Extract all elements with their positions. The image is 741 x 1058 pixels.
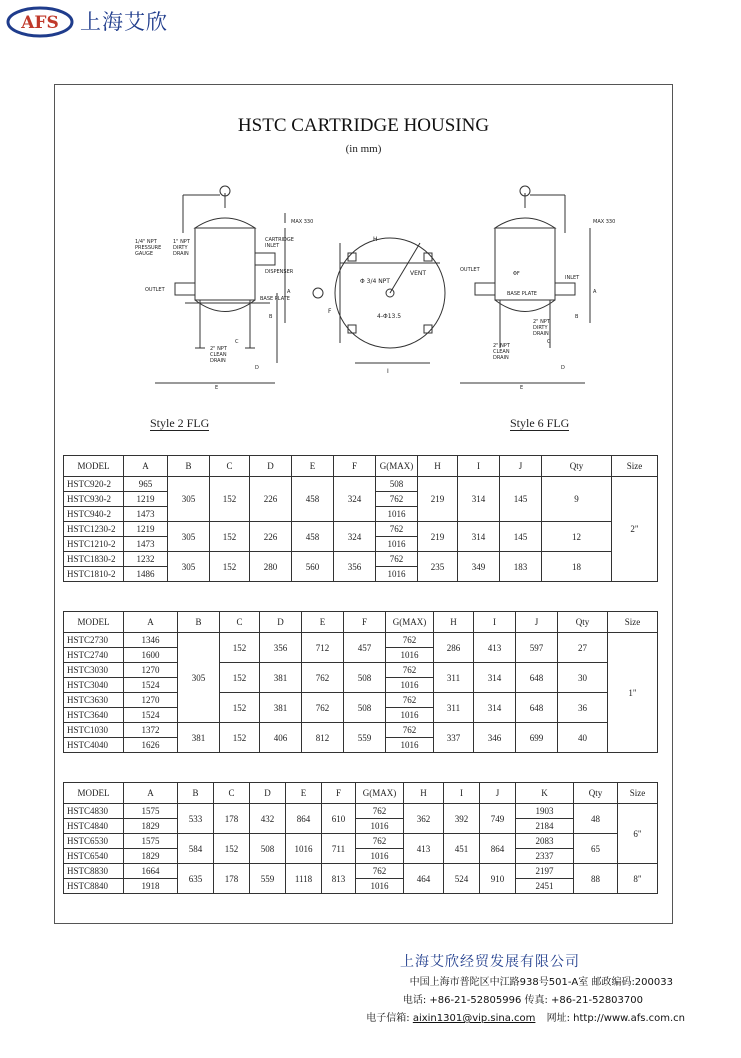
style-6-flg-label: Style 6 FLG xyxy=(510,416,570,430)
a-cell: 1829 xyxy=(124,849,178,864)
header-cell: D xyxy=(250,456,292,477)
size-cell: 2" xyxy=(612,477,658,582)
a-cell: 1270 xyxy=(124,693,178,708)
header-cell: F xyxy=(334,456,376,477)
a-cell: 1600 xyxy=(124,648,178,663)
a-cell: 1575 xyxy=(124,834,178,849)
i-cell: 346 xyxy=(474,723,516,753)
header-cell: E xyxy=(302,612,344,633)
label-c: C xyxy=(235,339,239,345)
g-cell: 1016 xyxy=(386,678,434,693)
k-cell: 2337 xyxy=(516,849,574,864)
header-cell: G(MAX) xyxy=(376,456,418,477)
model-cell: HSTC6530 xyxy=(64,834,124,849)
label-i: I xyxy=(387,368,389,375)
a-cell: 1626 xyxy=(124,738,178,753)
h-cell: 311 xyxy=(434,693,474,723)
i-cell: 314 xyxy=(458,477,500,522)
header-cell: G(MAX) xyxy=(386,612,434,633)
a-cell: 1575 xyxy=(124,804,178,819)
model-cell: HSTC1030 xyxy=(64,723,124,738)
label-a: A xyxy=(287,289,291,295)
e-cell: 1118 xyxy=(286,864,322,894)
header-cell: A xyxy=(124,612,178,633)
e-cell: 458 xyxy=(292,522,334,552)
a-cell: 1524 xyxy=(124,708,178,723)
i-cell: 451 xyxy=(444,834,480,864)
g-cell: 762 xyxy=(376,552,418,567)
d-cell: 406 xyxy=(260,723,302,753)
j-cell: 145 xyxy=(500,477,542,522)
e-cell: 762 xyxy=(302,663,344,693)
j-cell: 910 xyxy=(480,864,516,894)
label-dispenser: DISPENSER xyxy=(265,269,294,275)
label-d: D xyxy=(255,365,259,371)
model-cell: HSTC920-2 xyxy=(64,477,124,492)
brand-name: 上海艾欣 xyxy=(80,10,168,34)
g-cell: 762 xyxy=(356,834,404,849)
j-cell: 648 xyxy=(516,693,558,723)
model-cell: HSTC8840 xyxy=(64,879,124,894)
model-cell: HSTC4840 xyxy=(64,819,124,834)
header-cell: J xyxy=(500,456,542,477)
i-cell: 524 xyxy=(444,864,480,894)
c-cell: 152 xyxy=(214,834,250,864)
label-r-c: C xyxy=(547,339,551,345)
header-cell: J xyxy=(516,612,558,633)
size-cell: 6" xyxy=(618,804,658,864)
document-title: HSTC CARTRIDGE HOUSING xyxy=(237,115,490,136)
header-cell: D xyxy=(250,783,286,804)
footer-contact xyxy=(0,1009,741,1024)
h-cell: 219 xyxy=(418,522,458,552)
d-cell: 508 xyxy=(250,834,286,864)
header-cell: C xyxy=(210,456,250,477)
label-dirty-npt: 1" NPT xyxy=(173,239,190,245)
label-gauge-npt: 1/4" NPT xyxy=(135,239,157,245)
i-cell: 392 xyxy=(444,804,480,834)
label-r-dirty-drain: DRAIN xyxy=(533,331,549,337)
model-cell: HSTC3640 xyxy=(64,708,124,723)
label-f: F xyxy=(328,308,332,315)
g-cell: 762 xyxy=(386,633,434,648)
d-cell: 356 xyxy=(260,633,302,663)
model-cell: HSTC1830-2 xyxy=(64,552,124,567)
model-cell: HSTC3040 xyxy=(64,678,124,693)
a-cell: 1219 xyxy=(124,522,168,537)
label-r-inlet: INLET xyxy=(565,275,580,281)
footer-company: 上海艾欣经贸发展有限公司 xyxy=(400,954,580,970)
header-cell: B xyxy=(178,783,214,804)
header-cell: I xyxy=(458,456,500,477)
f-cell: 508 xyxy=(344,663,386,693)
h-cell: 413 xyxy=(404,834,444,864)
table-header-row xyxy=(64,612,658,633)
g-cell: 762 xyxy=(376,522,418,537)
b-cell: 305 xyxy=(168,477,210,522)
model-cell: HSTC1230-2 xyxy=(64,522,124,537)
header-cell: C xyxy=(220,612,260,633)
i-cell: 314 xyxy=(474,663,516,693)
i-cell: 413 xyxy=(474,633,516,663)
label-base-plate: BASE PLATE xyxy=(260,296,290,302)
g-cell: 1016 xyxy=(356,879,404,894)
header-cell: Size xyxy=(618,783,658,804)
d-cell: 432 xyxy=(250,804,286,834)
b-cell: 305 xyxy=(168,522,210,552)
a-cell: 1664 xyxy=(124,864,178,879)
b-cell: 381 xyxy=(178,723,220,753)
label-npt: Φ 3/4 NPT xyxy=(360,278,390,285)
website-link[interactable]: 网址: http://www.afs.com.cn xyxy=(546,1013,685,1024)
g-cell: 1016 xyxy=(376,567,418,582)
table-row xyxy=(64,633,658,648)
c-cell: 178 xyxy=(214,864,250,894)
label-gauge: GAUGE xyxy=(135,251,153,257)
c-cell: 152 xyxy=(220,693,260,723)
header-cell: Qty xyxy=(558,612,608,633)
table-row xyxy=(64,477,658,492)
header-cell: E xyxy=(292,456,334,477)
label-r-dirty-npt: 2" NPT xyxy=(533,319,550,325)
h-cell: 311 xyxy=(434,663,474,693)
table-row xyxy=(64,864,658,879)
i-cell: 314 xyxy=(474,693,516,723)
document-subtitle: (in mm) xyxy=(345,143,382,155)
email-label: 电子信箱: xyxy=(366,1013,410,1024)
table-row xyxy=(64,522,658,537)
g-cell: 1016 xyxy=(356,849,404,864)
e-cell: 458 xyxy=(292,477,334,522)
qty-cell: 27 xyxy=(558,633,608,663)
table-row xyxy=(64,663,658,678)
header-cell: H xyxy=(418,456,458,477)
i-cell: 314 xyxy=(458,522,500,552)
label-r-d: D xyxy=(561,365,565,371)
j-cell: 864 xyxy=(480,834,516,864)
table-row xyxy=(64,834,658,849)
f-cell: 813 xyxy=(322,864,356,894)
a-cell: 1524 xyxy=(124,678,178,693)
table-row xyxy=(64,819,658,834)
b-cell: 533 xyxy=(178,804,214,834)
k-cell: 1903 xyxy=(516,804,574,819)
header-cell: Qty xyxy=(542,456,612,477)
model-cell: HSTC1810-2 xyxy=(64,567,124,582)
f-cell: 457 xyxy=(344,633,386,663)
label-clean-npt: 2" NPT xyxy=(210,346,227,352)
g-cell: 1016 xyxy=(376,507,418,522)
header-cell: MODEL xyxy=(64,783,124,804)
spec-table-1 xyxy=(63,455,658,582)
label-r-b: B xyxy=(575,314,579,320)
e-cell: 1016 xyxy=(286,834,322,864)
header-cell: A xyxy=(124,456,168,477)
header-cell: B xyxy=(168,456,210,477)
j-cell: 749 xyxy=(480,804,516,834)
h-cell: 362 xyxy=(404,804,444,834)
qty-cell: 65 xyxy=(574,834,618,864)
label-r-a: A xyxy=(593,289,597,295)
qty-cell: 9 xyxy=(542,477,612,522)
label-b: B xyxy=(269,314,273,320)
a-cell: 1473 xyxy=(124,507,168,522)
table-row xyxy=(64,723,658,738)
h-cell: 464 xyxy=(404,864,444,894)
middle-top-view-drawing xyxy=(313,238,445,363)
d-cell: 381 xyxy=(260,663,302,693)
afs-logo xyxy=(6,6,74,38)
label-clean-drain: DRAIN xyxy=(210,358,226,364)
header-cell: I xyxy=(444,783,480,804)
header-cell: A xyxy=(124,783,178,804)
f-cell: 356 xyxy=(334,552,376,582)
c-cell: 152 xyxy=(210,522,250,552)
right-drawing-labels xyxy=(460,219,615,391)
b-cell: 584 xyxy=(178,834,214,864)
e-cell: 762 xyxy=(302,693,344,723)
c-cell: 152 xyxy=(210,552,250,582)
spec-table-2 xyxy=(63,611,658,753)
a-cell: 1219 xyxy=(124,492,168,507)
a-cell: 1829 xyxy=(124,819,178,834)
label-r-clean-drain: DRAIN xyxy=(493,355,509,361)
a-cell: 1372 xyxy=(124,723,178,738)
table-row xyxy=(64,849,658,864)
qty-cell: 30 xyxy=(558,663,608,693)
f-cell: 508 xyxy=(344,693,386,723)
b-cell: 635 xyxy=(178,864,214,894)
header-cell: F xyxy=(322,783,356,804)
g-cell: 1016 xyxy=(386,738,434,753)
header-cell: J xyxy=(480,783,516,804)
email-link[interactable]: aixin1301@vip.sina.com xyxy=(412,1013,536,1024)
label-r-max: MAX 330 xyxy=(593,219,615,225)
label-r-f: ΦF xyxy=(513,271,520,277)
header-cell: I xyxy=(474,612,516,633)
header-cell: MODEL xyxy=(64,612,124,633)
footer-phone: 电话: +86-21-52805996 传真: +86-21-52803700 xyxy=(402,995,643,1006)
c-cell: 152 xyxy=(210,477,250,522)
qty-cell: 36 xyxy=(558,693,608,723)
model-cell: HSTC3030 xyxy=(64,663,124,678)
model-cell: HSTC930-2 xyxy=(64,492,124,507)
f-cell: 559 xyxy=(344,723,386,753)
size-cell: 8" xyxy=(618,864,658,894)
right-housing-drawing xyxy=(460,186,590,383)
d-cell: 226 xyxy=(250,522,292,552)
header-cell: Qty xyxy=(574,783,618,804)
a-cell: 965 xyxy=(124,477,168,492)
d-cell: 280 xyxy=(250,552,292,582)
f-cell: 711 xyxy=(322,834,356,864)
label-r-e: E xyxy=(520,385,524,391)
c-cell: 152 xyxy=(220,723,260,753)
g-cell: 1016 xyxy=(356,819,404,834)
label-clean: CLEAN xyxy=(210,352,227,358)
a-cell: 1232 xyxy=(124,552,168,567)
d-cell: 226 xyxy=(250,477,292,522)
logo-text: AFS xyxy=(21,13,59,33)
table-header-row xyxy=(64,783,658,804)
b-cell: 305 xyxy=(168,552,210,582)
g-cell: 508 xyxy=(376,477,418,492)
h-cell: 235 xyxy=(418,552,458,582)
j-cell: 648 xyxy=(516,663,558,693)
label-cartridge: CARTRIDGE xyxy=(265,237,294,243)
c-cell: 178 xyxy=(214,804,250,834)
qty-cell: 40 xyxy=(558,723,608,753)
table-row xyxy=(64,879,658,894)
model-cell: HSTC2740 xyxy=(64,648,124,663)
f-cell: 324 xyxy=(334,522,376,552)
k-cell: 2184 xyxy=(516,819,574,834)
label-max: MAX 330 xyxy=(291,219,314,225)
g-cell: 1016 xyxy=(386,708,434,723)
model-cell: HSTC8830 xyxy=(64,864,124,879)
qty-cell: 12 xyxy=(542,522,612,552)
spec-sheet xyxy=(54,84,673,924)
h-cell: 219 xyxy=(418,477,458,522)
d-cell: 381 xyxy=(260,693,302,723)
g-cell: 762 xyxy=(356,864,404,879)
header-cell: Size xyxy=(612,456,658,477)
label-r-clean: CLEAN xyxy=(493,349,510,355)
label-h: H xyxy=(373,236,378,243)
e-cell: 812 xyxy=(302,723,344,753)
qty-cell: 88 xyxy=(574,864,618,894)
g-cell: 762 xyxy=(386,723,434,738)
k-cell: 2197 xyxy=(516,864,574,879)
g-cell: 1016 xyxy=(376,537,418,552)
label-e: E xyxy=(215,385,219,391)
left-drawing-labels xyxy=(135,219,313,391)
model-cell: HSTC4040 xyxy=(64,738,124,753)
model-cell: HSTC6540 xyxy=(64,849,124,864)
a-cell: 1918 xyxy=(124,879,178,894)
qty-cell: 48 xyxy=(574,804,618,834)
a-cell: 1270 xyxy=(124,663,178,678)
label-r-clean-npt: 2" NPT xyxy=(493,343,510,349)
label-dirty: DIRTY xyxy=(173,245,188,251)
f-cell: 610 xyxy=(322,804,356,834)
c-cell: 152 xyxy=(220,633,260,663)
model-cell: HSTC3630 xyxy=(64,693,124,708)
header-cell: E xyxy=(286,783,322,804)
g-cell: 762 xyxy=(376,492,418,507)
header-cell: MODEL xyxy=(64,456,124,477)
e-cell: 560 xyxy=(292,552,334,582)
k-cell: 2451 xyxy=(516,879,574,894)
style-2-flg-label: Style 2 FLG xyxy=(150,416,210,430)
d-cell: 559 xyxy=(250,864,286,894)
j-cell: 699 xyxy=(516,723,558,753)
g-cell: 762 xyxy=(386,663,434,678)
size-cell: 1" xyxy=(608,633,658,753)
model-cell: HSTC1210-2 xyxy=(64,537,124,552)
h-cell: 286 xyxy=(434,633,474,663)
model-cell: HSTC4830 xyxy=(64,804,124,819)
b-cell: 305 xyxy=(178,633,220,723)
g-cell: 762 xyxy=(386,693,434,708)
a-cell: 1486 xyxy=(124,567,168,582)
label-outlet: OUTLET xyxy=(145,287,165,293)
label-r-dirty: DIRTY xyxy=(533,325,548,331)
h-cell: 337 xyxy=(434,723,474,753)
j-cell: 597 xyxy=(516,633,558,663)
f-cell: 324 xyxy=(334,477,376,522)
table-header-row xyxy=(64,456,658,477)
k-cell: 2083 xyxy=(516,834,574,849)
label-r-base-plate: BASE PLATE xyxy=(507,291,537,297)
header-cell: C xyxy=(214,783,250,804)
header-cell: K xyxy=(516,783,574,804)
table-row xyxy=(64,804,658,819)
j-cell: 145 xyxy=(500,522,542,552)
label-inlet: INLET xyxy=(265,243,280,249)
header-cell: H xyxy=(404,783,444,804)
j-cell: 183 xyxy=(500,552,542,582)
label-drain: DRAIN xyxy=(173,251,189,257)
label-r-outlet: OUTLET xyxy=(460,267,480,273)
footer-address: 中国上海市普陀区中江路938号501-A室 邮政编码:200033 xyxy=(409,977,673,988)
a-cell: 1346 xyxy=(124,633,178,648)
technical-drawings xyxy=(115,183,615,423)
qty-cell: 18 xyxy=(542,552,612,582)
label-bolt-holes: 4-Φ13.5 xyxy=(377,313,402,320)
header-cell: F xyxy=(344,612,386,633)
c-cell: 152 xyxy=(220,663,260,693)
header-cell: H xyxy=(434,612,474,633)
table-row xyxy=(64,693,658,708)
header-cell: D xyxy=(260,612,302,633)
label-vent: VENT xyxy=(410,270,427,277)
spec-table-3 xyxy=(63,782,658,894)
i-cell: 349 xyxy=(458,552,500,582)
model-cell: HSTC2730 xyxy=(64,633,124,648)
header-cell: B xyxy=(178,612,220,633)
g-cell: 1016 xyxy=(386,648,434,663)
g-cell: 762 xyxy=(356,804,404,819)
e-cell: 864 xyxy=(286,804,322,834)
header-cell: Size xyxy=(608,612,658,633)
table-row xyxy=(64,552,658,567)
header-cell: G(MAX) xyxy=(356,783,404,804)
label-pressure: PRESSURE xyxy=(135,245,162,251)
model-cell: HSTC940-2 xyxy=(64,507,124,522)
e-cell: 712 xyxy=(302,633,344,663)
a-cell: 1473 xyxy=(124,537,168,552)
